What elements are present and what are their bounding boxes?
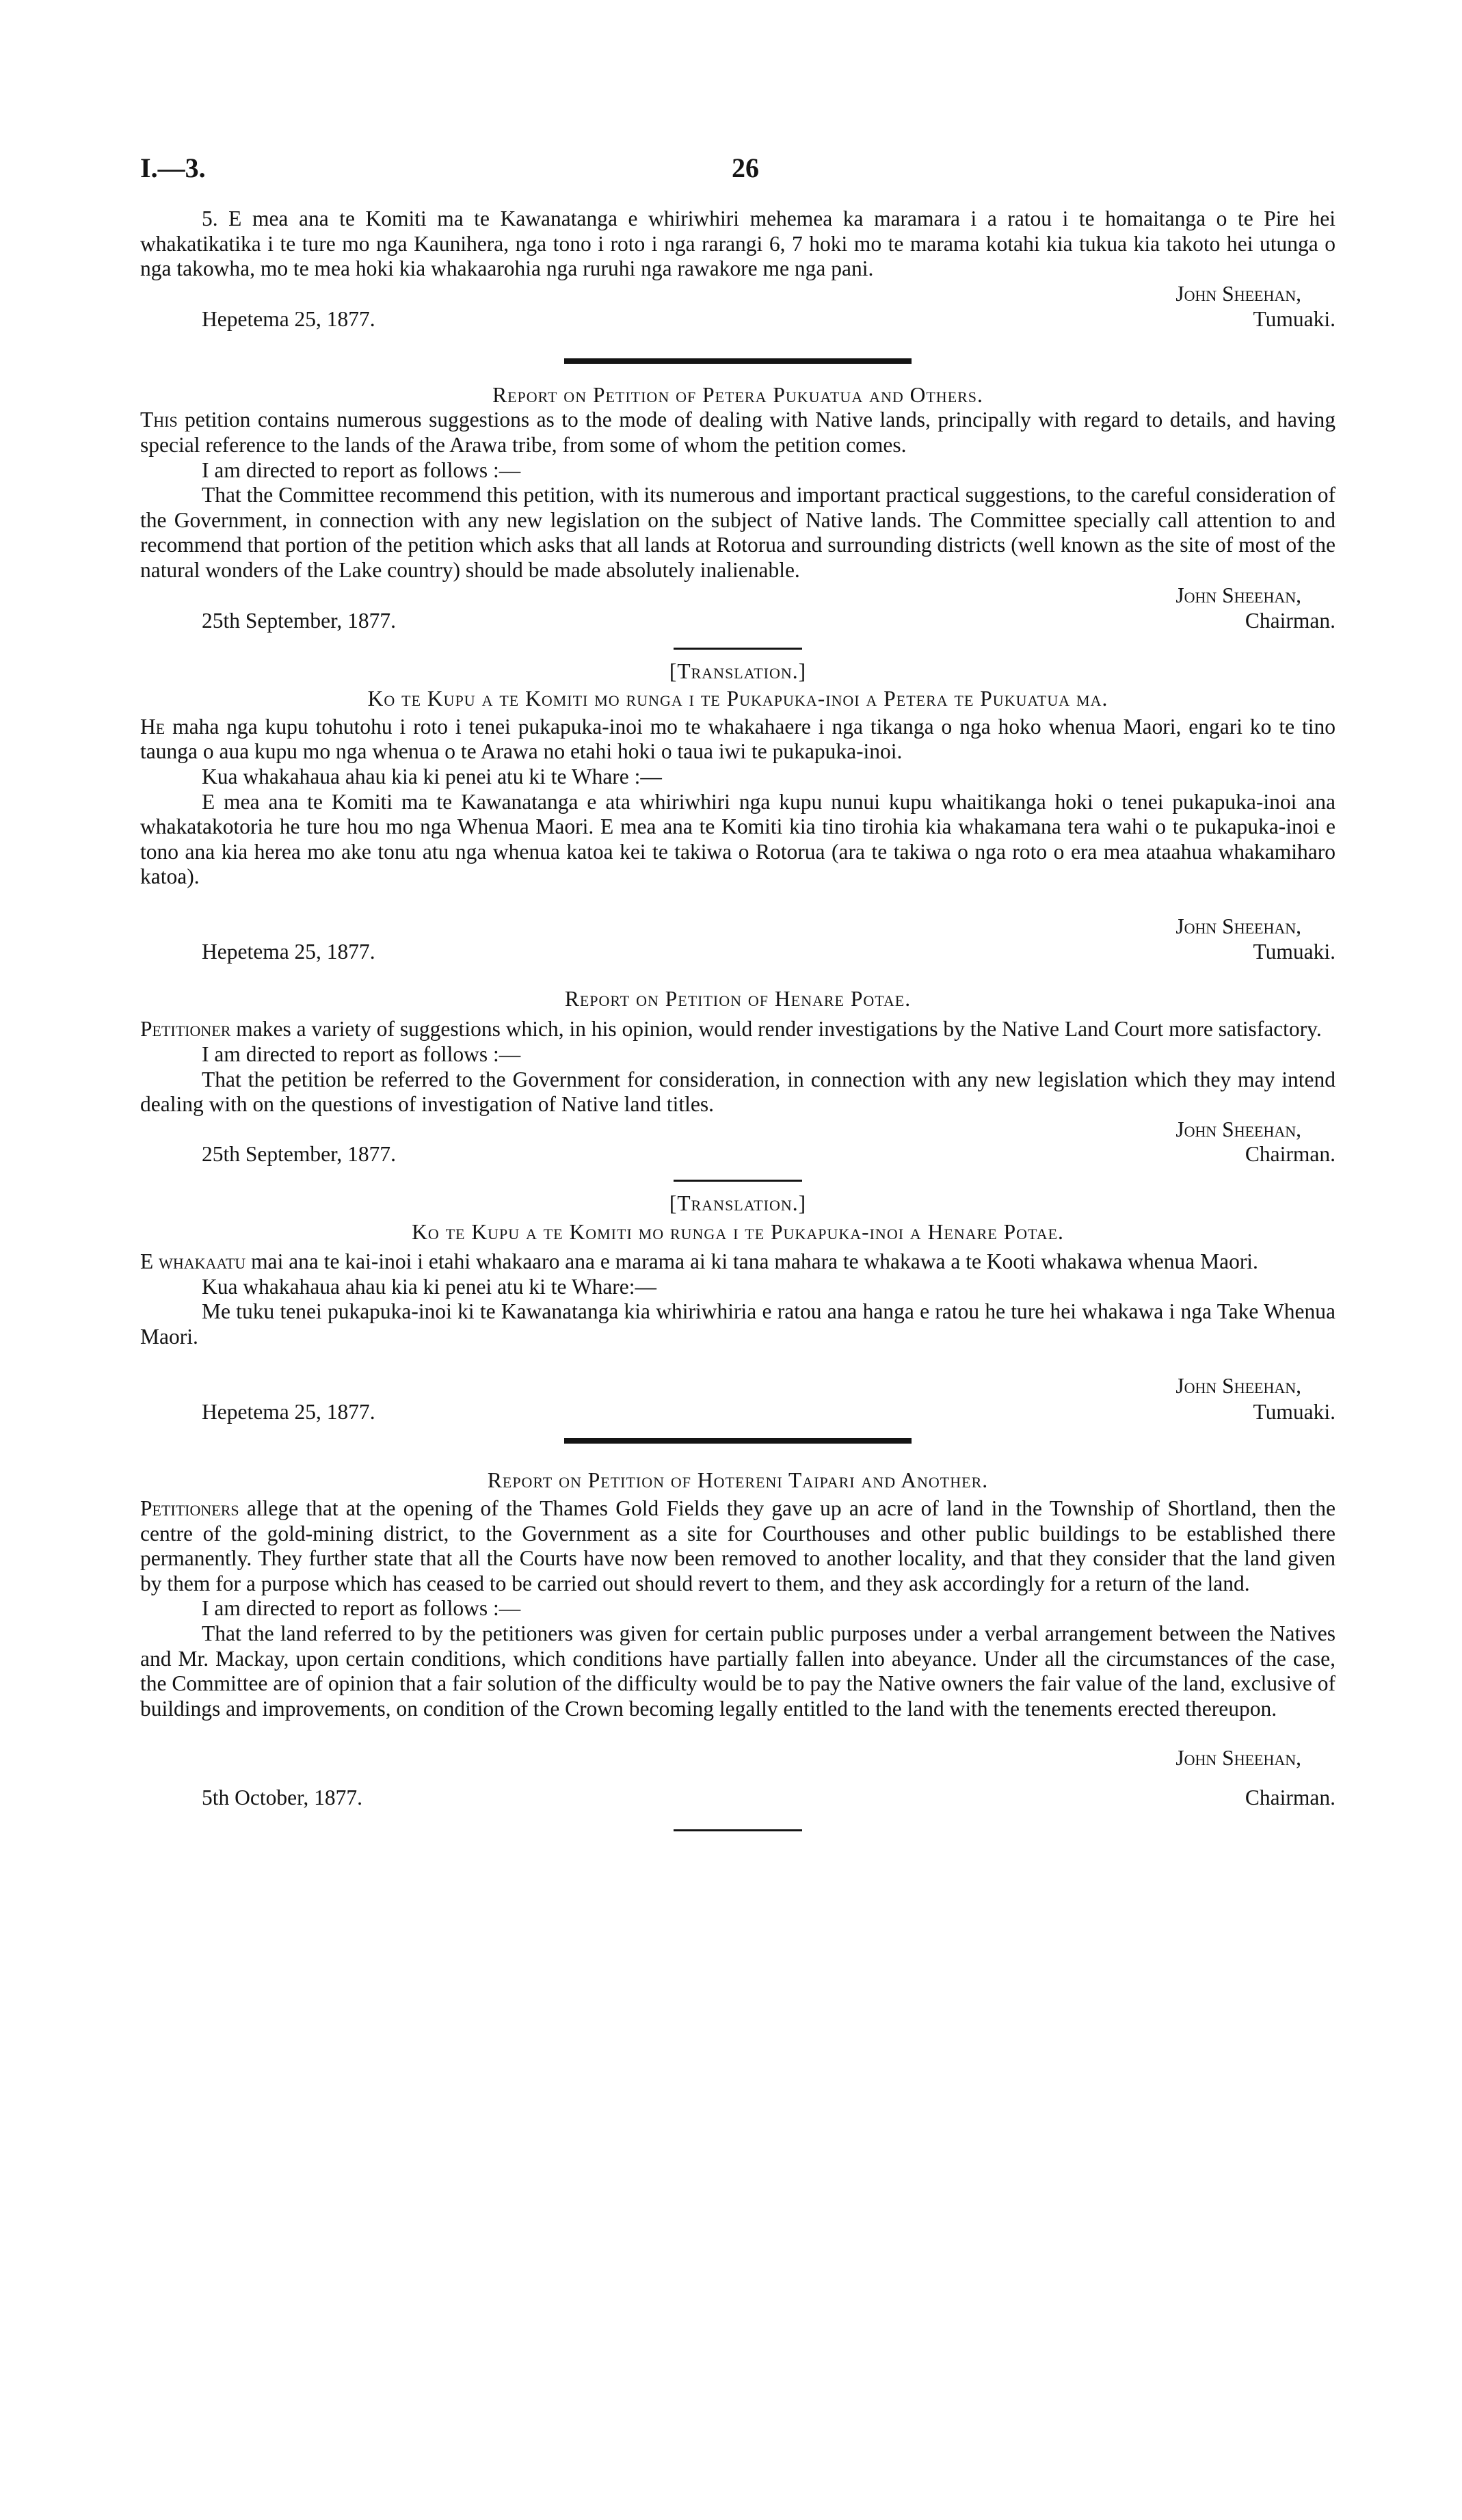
signature-role: Chairman. [1245,1142,1335,1167]
report3-paragraph-1 [140,1496,1335,1596]
report1-translation-paragraph-3: E mea ana te Komiti ma te Kawanatanga e ata whiriwhiri nga kupu nunui kupu whaitikanga hoki o tenei pukapuka-inoi ana whakatakotoria he ture hou mo nga Whenua Maori. E mea ana te Komiti kia tino tirohia kia whakamana tera wahi o te pukapuka-inoi e tono ana kia herea mo ake tonu atu nga whenua katoa kei te takiwa o Rotorua (ara te takiwa o nga roto o era mea ataahua whakamiharo katoa). [140,789,1335,889]
report2-translation-paragraph-1-text: mai ana te kai-inoi i etahi whakaaro ana e marama ai ki tana mahara te whakawa a te Kooti whakawa whenua Maori. [245,1249,1258,1274]
report2-heading: Report on Petition of Henare Potae. [564,986,912,1011]
page-number: 26 [732,152,759,183]
report3-signature [140,1735,1335,1810]
section0-paragraph: 5. E mea ana te Komiti ma te Kawanatanga e whiriwhiri mehemea ka maramara i a ratou i te homaitanga o te Pire hei whakatikatika i te ture mo nga Kaunihera, nga tono i roto i nga rarangi 6, 7 hoki mo te marama kotahi kia tukua kia takoto hei utunga o nga takowha, mo te mea hoki kia whakaarohia nga ruruhi nga rawakore me nga pani. [140,207,1335,281]
report1-paragraph-2: I am directed to report as follows :— [202,457,521,482]
report1-paragraph-3: That the Committee recommend this petition, with its numerous and important practical suggestions, to the careful consideration of the Government, in connection with any new legislation on the subject of Native lands. The Committee specially call attention to and recommend that portion of the petition which asks that all lands at Rotorua and surrounding districts (well known as the site of most of the natural wonders of the Lake country) should be made absolutely inalienable. [140,483,1335,582]
signature-role: Tumuaki. [1253,1399,1335,1424]
signature-date: Hepetema 25, 1877. [202,307,375,332]
signature-name: John Sheehan, [1175,583,1301,607]
signature-date: 5th October, 1877. [202,1785,362,1809]
report3-paragraph-3: That the land referred to by the petitioners was given for certain public purposes under a verbal arrangement between the Natives and Mr. Mackay, upon certain conditions, which conditions have partially fallen into abeyance. Under all the circumstances of the case, the Committee are of opinion that a fair solution of the difficulty would be to pay the Native owners the fair value of the land, exclusive of buildings and improvements, on condition of the Crown becoming legally entitled to the land with the tenements erected thereupon. [140,1621,1335,1721]
report1-translation-label: [Translation.] [669,659,807,683]
report1-translation-paragraph-2: Kua whakahaua ahau kia ki penei atu ki te Whare :— [202,764,662,788]
report3-heading: Report on Petition of Hotereni Taipari and Another. [487,1468,989,1493]
signature-date: 25th September, 1877. [202,1142,396,1167]
page-content [140,207,1335,1831]
report2-translation-label: [Translation.] [669,1191,807,1215]
report2-paragraph-1 [140,1017,1335,1042]
signature-name: John Sheehan, [1175,281,1301,306]
divider-thick [564,358,912,364]
report1-translation-signature [140,890,1335,965]
report1-translation-heading: Ko te Kupu a te Komiti mo runga i te Pukapuka-inoi a Petera te Pukuatua ma. [367,687,1108,711]
signature-name: John Sheehan, [1175,914,1301,938]
report2-lead-word: Petitioner [140,1017,231,1042]
signature-role: Chairman. [1245,1785,1335,1809]
page-header [0,152,1462,193]
divider-thin [674,648,802,650]
report3-lead-word: Petitioners [140,1496,239,1520]
document-reference: I.—3. [140,152,206,183]
report1-lead-word: This [140,408,178,432]
report2-translation-paragraph-2: Kua whakahaua ahau kia ki penei atu ki te Whare:— [202,1274,657,1299]
divider-thick [564,1438,912,1444]
report1-signature [140,583,1335,634]
report2-signature [140,1117,1335,1167]
report3-paragraph-1-text: allege that at the opening of the Thames Gold Fields they gave up an acre of land in the Township of Shortland, then the centre of the gold-mining district, to the Government as a site for Courthouses and other public buildings to be established there permanently. They further state that all the Courts have now been removed to another locality, and that they consider that the land given by them for a purpose which has ceased to be carried out should revert to them, and they ask accordingly for a return of the land. [140,1496,1335,1595]
signature-date: 25th September, 1877. [202,608,396,633]
report1-translation-paragraph-1 [140,715,1335,765]
signature-role: Tumuaki. [1253,940,1335,964]
signature-role: Tumuaki. [1253,307,1335,332]
section0-signature [140,282,1335,332]
signature-date: Hepetema 25, 1877. [202,1399,375,1424]
report2-paragraph-3: That the petition be referred to the Government for consideration, in connection with any new legislation which they may intend dealing with on the questions of investigation of Native land titles. [140,1067,1335,1117]
report1-paragraph-1 [140,408,1335,457]
report2-paragraph-2: I am directed to report as follows :— [202,1042,521,1067]
report2-translation-signature [140,1349,1335,1424]
signature-role: Chairman. [1245,608,1335,633]
report2-translation-paragraph-3: Me tuku tenei pukapuka-inoi ki te Kawanatanga kia whiriwhiria e ratou ana hanga e ratou he ture hei whakawa i nga Take Whenua Maori. [140,1299,1335,1349]
divider-thin [674,1829,802,1831]
report1-heading: Report on Petition of Petera Pukuatua and Others. [492,382,983,407]
report3-paragraph-2: I am directed to report as follows :— [202,1596,521,1621]
report1-paragraph-1-text: petition contains numerous suggestions as to the mode of dealing with Native lands, principally with regard to details, and having special reference to the lands of the Arawa tribe, from some of whom the petition comes. [140,408,1335,457]
report1-translation-paragraph-1-text: maha nga kupu tohutohu i roto i tenei pukapuka-inoi mo te whakahaere i nga tikanga o nga hoko whenua Maori, engari ko te tino taunga o aua kupu mo nga whenua o te Arawa no etahi hoki o taua iwi te pukapuka-inoi. [140,714,1335,764]
report2-translation-lead-word: E whakaatu [140,1249,246,1274]
signature-date: Hepetema 25, 1877. [202,940,375,964]
divider-thin [674,1180,802,1182]
report2-translation-heading: Ko te Kupu a te Komiti mo runga i te Pukapuka-inoi a Henare Potae. [412,1220,1064,1245]
signature-name: John Sheehan, [1175,1117,1301,1141]
report2-paragraph-1-text: makes a variety of suggestions which, in his opinion, would render investigations by the Native Land Court more satisfactory. [230,1017,1322,1042]
report1-translation-lead-word: He [140,714,165,739]
signature-name: John Sheehan, [1175,1746,1301,1770]
signature-name: John Sheehan, [1175,1374,1301,1398]
report2-translation-paragraph-1 [140,1249,1335,1275]
